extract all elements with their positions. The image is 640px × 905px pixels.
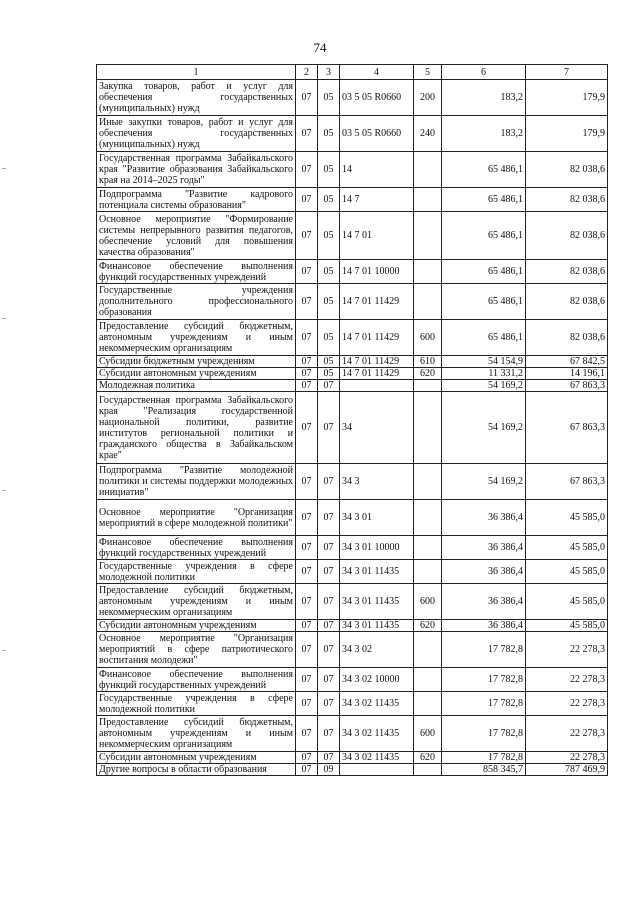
- amount-col7: 45 585,0: [526, 536, 608, 560]
- table-row: [97, 692, 608, 716]
- expense-type-code: [414, 380, 442, 392]
- subsection-code: 07: [318, 584, 340, 620]
- amount-col7: 787 469,9: [526, 764, 608, 776]
- amount-col7: 22 278,3: [526, 668, 608, 692]
- table-row: [97, 668, 608, 692]
- amount-col7: 67 842,5: [526, 356, 608, 368]
- column-header: 3: [318, 65, 340, 80]
- row-name: Субсидии бюджетным учреждениям: [97, 356, 296, 368]
- section-code: 07: [296, 116, 318, 152]
- amount-col6: 36 386,4: [442, 620, 526, 632]
- margin-mark: [2, 650, 6, 651]
- column-header: 7: [526, 65, 608, 80]
- row-name: Подпрограмма "Развитие молодежной политики и системы поддержки молодежных инициатив": [97, 464, 296, 500]
- row-name: Государственные учреждения в сфере молодежной политики: [97, 692, 296, 716]
- section-code: 07: [296, 584, 318, 620]
- amount-col6: 36 386,4: [442, 536, 526, 560]
- section-code: 07: [296, 716, 318, 752]
- amount-col6: 65 486,1: [442, 212, 526, 260]
- table-row: [97, 560, 608, 584]
- row-name: Предоставление субсидий бюджетным, автономным учреждениям и иным некоммерческим организациям: [97, 716, 296, 752]
- amount-col6: 17 782,8: [442, 632, 526, 668]
- amount-col7: 82 038,6: [526, 320, 608, 356]
- table-row: [97, 632, 608, 668]
- target-article-code: 34 3 01 11435: [340, 560, 414, 584]
- table-row: [97, 380, 608, 392]
- column-header: 1: [97, 65, 296, 80]
- section-code: 07: [296, 380, 318, 392]
- subsection-code: 07: [318, 500, 340, 536]
- section-code: 07: [296, 560, 318, 584]
- amount-col7: 82 038,6: [526, 260, 608, 284]
- row-name: Государственная программа Забайкальского края "Реализация государственной национальной политики, развитие институтов региональной политики и гражданского общества в Забайкальском крае": [97, 392, 296, 464]
- expense-type-code: 200: [414, 80, 442, 116]
- expense-type-code: 620: [414, 620, 442, 632]
- expense-type-code: [414, 152, 442, 188]
- target-article-code: 34 3 02 11435: [340, 716, 414, 752]
- amount-col6: 65 486,1: [442, 260, 526, 284]
- amount-col6: 36 386,4: [442, 500, 526, 536]
- section-code: 07: [296, 152, 318, 188]
- amount-col6: 36 386,4: [442, 584, 526, 620]
- target-article-code: 34 3 02 11435: [340, 692, 414, 716]
- row-name: Субсидии автономным учреждениям: [97, 752, 296, 764]
- expense-type-code: [414, 632, 442, 668]
- section-code: 07: [296, 212, 318, 260]
- amount-col6: 54 169,2: [442, 380, 526, 392]
- amount-col7: 22 278,3: [526, 716, 608, 752]
- row-name: Основное мероприятие "Организация мероприятий в сфере патриотического воспитания молодежи": [97, 632, 296, 668]
- table-row: [97, 152, 608, 188]
- target-article-code: 34 3 01 11435: [340, 620, 414, 632]
- budget-table: [96, 64, 608, 776]
- amount-col6: 17 782,8: [442, 716, 526, 752]
- target-article-code: 34: [340, 392, 414, 464]
- table-row: [97, 320, 608, 356]
- subsection-code: 05: [318, 188, 340, 212]
- amount-col7: 67 863,3: [526, 380, 608, 392]
- section-code: 07: [296, 260, 318, 284]
- expense-type-code: [414, 188, 442, 212]
- table-row: [97, 356, 608, 368]
- table-row: [97, 284, 608, 320]
- expense-type-code: 600: [414, 584, 442, 620]
- target-article-code: 03 5 05 R0660: [340, 116, 414, 152]
- table-row: [97, 584, 608, 620]
- table-row: [97, 368, 608, 380]
- subsection-code: 05: [318, 152, 340, 188]
- row-name: Субсидии автономным учреждениям: [97, 620, 296, 632]
- table-row: [97, 392, 608, 464]
- expense-type-code: [414, 500, 442, 536]
- section-code: 07: [296, 668, 318, 692]
- amount-col7: 67 863,3: [526, 392, 608, 464]
- section-code: 07: [296, 632, 318, 668]
- subsection-code: 05: [318, 356, 340, 368]
- amount-col7: 82 038,6: [526, 284, 608, 320]
- row-name: Финансовое обеспечение выполнения функций государственных учреждений: [97, 536, 296, 560]
- target-article-code: 34 3 01 10000: [340, 536, 414, 560]
- row-name: Государственные учреждения в сфере молодежной политики: [97, 560, 296, 584]
- target-article-code: [340, 380, 414, 392]
- subsection-code: 07: [318, 464, 340, 500]
- target-article-code: 14 7 01: [340, 212, 414, 260]
- amount-col6: 183,2: [442, 80, 526, 116]
- target-article-code: 14 7 01 11429: [340, 368, 414, 380]
- amount-col7: 22 278,3: [526, 752, 608, 764]
- expense-type-code: 600: [414, 320, 442, 356]
- column-header: 6: [442, 65, 526, 80]
- section-code: 07: [296, 500, 318, 536]
- amount-col7: 22 278,3: [526, 632, 608, 668]
- amount-col6: 183,2: [442, 116, 526, 152]
- target-article-code: 34 3: [340, 464, 414, 500]
- subsection-code: 07: [318, 668, 340, 692]
- subsection-code: 07: [318, 536, 340, 560]
- section-code: 07: [296, 692, 318, 716]
- target-article-code: 14 7 01 11429: [340, 356, 414, 368]
- row-name: Основное мероприятие "Организация мероприятий в сфере молодежной политики": [97, 500, 296, 536]
- amount-col7: 45 585,0: [526, 500, 608, 536]
- target-article-code: 34 3 02: [340, 632, 414, 668]
- amount-col6: 17 782,8: [442, 752, 526, 764]
- column-header: 5: [414, 65, 442, 80]
- row-name: Предоставление субсидий бюджетным, автономным учреждениям и иным некоммерческим организациям: [97, 320, 296, 356]
- amount-col7: 14 196,1: [526, 368, 608, 380]
- amount-col6: 11 331,2: [442, 368, 526, 380]
- expense-type-code: [414, 392, 442, 464]
- amount-col7: 67 863,3: [526, 464, 608, 500]
- target-article-code: 03 5 05 R0660: [340, 80, 414, 116]
- amount-col7: 179,9: [526, 116, 608, 152]
- amount-col7: 82 038,6: [526, 212, 608, 260]
- section-code: 07: [296, 392, 318, 464]
- amount-col6: 54 169,2: [442, 464, 526, 500]
- subsection-code: 07: [318, 560, 340, 584]
- expense-type-code: [414, 560, 442, 584]
- column-header: 4: [340, 65, 414, 80]
- expense-type-code: 240: [414, 116, 442, 152]
- table-row: [97, 80, 608, 116]
- amount-col6: 65 486,1: [442, 320, 526, 356]
- table-row: [97, 500, 608, 536]
- target-article-code: 34 3 01 11435: [340, 584, 414, 620]
- margin-mark: [2, 490, 6, 491]
- target-article-code: 14 7 01 11429: [340, 284, 414, 320]
- margin-mark: [2, 318, 6, 319]
- amount-col7: 82 038,6: [526, 152, 608, 188]
- target-article-code: 14 7: [340, 188, 414, 212]
- amount-col6: 65 486,1: [442, 152, 526, 188]
- amount-col6: 17 782,8: [442, 692, 526, 716]
- subsection-code: 05: [318, 320, 340, 356]
- section-code: 07: [296, 284, 318, 320]
- table-row: [97, 716, 608, 752]
- expense-type-code: [414, 692, 442, 716]
- row-name: Иные закупки товаров, работ и услуг для обеспечения государственных (муниципальных) нужд: [97, 116, 296, 152]
- row-name: Молодежная политика: [97, 380, 296, 392]
- target-article-code: 34 3 02 11435: [340, 752, 414, 764]
- target-article-code: 14 7 01 11429: [340, 320, 414, 356]
- row-name: Финансовое обеспечение выполнения функций государственных учреждений: [97, 668, 296, 692]
- section-code: 07: [296, 764, 318, 776]
- amount-col6: 36 386,4: [442, 560, 526, 584]
- subsection-code: 05: [318, 368, 340, 380]
- row-name: Государственная программа Забайкальского края "Развитие образования Забайкальского края на 2014–2025 годы": [97, 152, 296, 188]
- table-row: [97, 260, 608, 284]
- row-name: Основное мероприятие "Формирование системы непрерывного развития педагогов, обеспечение условий для повышения качества образования": [97, 212, 296, 260]
- subsection-code: 07: [318, 380, 340, 392]
- expense-type-code: 600: [414, 716, 442, 752]
- amount-col6: 54 154,9: [442, 356, 526, 368]
- subsection-code: 07: [318, 692, 340, 716]
- table-row: [97, 764, 608, 776]
- section-code: 07: [296, 188, 318, 212]
- subsection-code: 07: [318, 632, 340, 668]
- amount-col6: 65 486,1: [442, 188, 526, 212]
- row-name: Другие вопросы в области образования: [97, 764, 296, 776]
- row-name: Подпрограмма "Развитие кадрового потенциала системы образования": [97, 188, 296, 212]
- expense-type-code: [414, 536, 442, 560]
- subsection-code: 05: [318, 212, 340, 260]
- subsection-code: 05: [318, 260, 340, 284]
- expense-type-code: 610: [414, 356, 442, 368]
- table-row: [97, 188, 608, 212]
- table-row: [97, 620, 608, 632]
- target-article-code: 14 7 01 10000: [340, 260, 414, 284]
- expense-type-code: 620: [414, 368, 442, 380]
- table-body: [97, 80, 608, 776]
- subsection-code: 07: [318, 752, 340, 764]
- row-name: Государственные учреждения дополнительного профессионального образования: [97, 284, 296, 320]
- amount-col7: 45 585,0: [526, 584, 608, 620]
- amount-col6: 858 345,7: [442, 764, 526, 776]
- section-code: 07: [296, 536, 318, 560]
- subsection-code: 05: [318, 284, 340, 320]
- expense-type-code: [414, 284, 442, 320]
- margin-mark: [2, 168, 6, 169]
- section-code: 07: [296, 80, 318, 116]
- target-article-code: 34 3 01: [340, 500, 414, 536]
- row-name: Финансовое обеспечение выполнения функций государственных учреждений: [97, 260, 296, 284]
- column-header: 2: [296, 65, 318, 80]
- amount-col7: 45 585,0: [526, 560, 608, 584]
- expense-type-code: [414, 464, 442, 500]
- expense-type-code: [414, 212, 442, 260]
- amount-col7: 179,9: [526, 80, 608, 116]
- table-row: [97, 212, 608, 260]
- column-number-row: [97, 65, 608, 80]
- section-code: 07: [296, 464, 318, 500]
- amount-col7: 22 278,3: [526, 692, 608, 716]
- expense-type-code: [414, 668, 442, 692]
- section-code: 07: [296, 356, 318, 368]
- expense-type-code: [414, 764, 442, 776]
- subsection-code: 09: [318, 764, 340, 776]
- amount-col6: 54 169,2: [442, 392, 526, 464]
- row-name: Субсидии автономным учреждениям: [97, 368, 296, 380]
- subsection-code: 07: [318, 716, 340, 752]
- amount-col7: 45 585,0: [526, 620, 608, 632]
- section-code: 07: [296, 320, 318, 356]
- table-row: [97, 536, 608, 560]
- subsection-code: 05: [318, 80, 340, 116]
- subsection-code: 05: [318, 116, 340, 152]
- table-row: [97, 464, 608, 500]
- table-row: [97, 752, 608, 764]
- target-article-code: [340, 764, 414, 776]
- page-number: 74: [313, 40, 327, 55]
- section-code: 07: [296, 620, 318, 632]
- target-article-code: 14: [340, 152, 414, 188]
- table-row: [97, 116, 608, 152]
- subsection-code: 07: [318, 392, 340, 464]
- subsection-code: 07: [318, 620, 340, 632]
- amount-col6: 17 782,8: [442, 668, 526, 692]
- amount-col6: 65 486,1: [442, 284, 526, 320]
- expense-type-code: [414, 260, 442, 284]
- row-name: Предоставление субсидий бюджетным, автономным учреждениям и иным некоммерческим организациям: [97, 584, 296, 620]
- section-code: 07: [296, 752, 318, 764]
- row-name: Закупка товаров, работ и услуг для обеспечения государственных (муниципальных) нужд: [97, 80, 296, 116]
- target-article-code: 34 3 02 10000: [340, 668, 414, 692]
- section-code: 07: [296, 368, 318, 380]
- expense-type-code: 620: [414, 752, 442, 764]
- amount-col7: 82 038,6: [526, 188, 608, 212]
